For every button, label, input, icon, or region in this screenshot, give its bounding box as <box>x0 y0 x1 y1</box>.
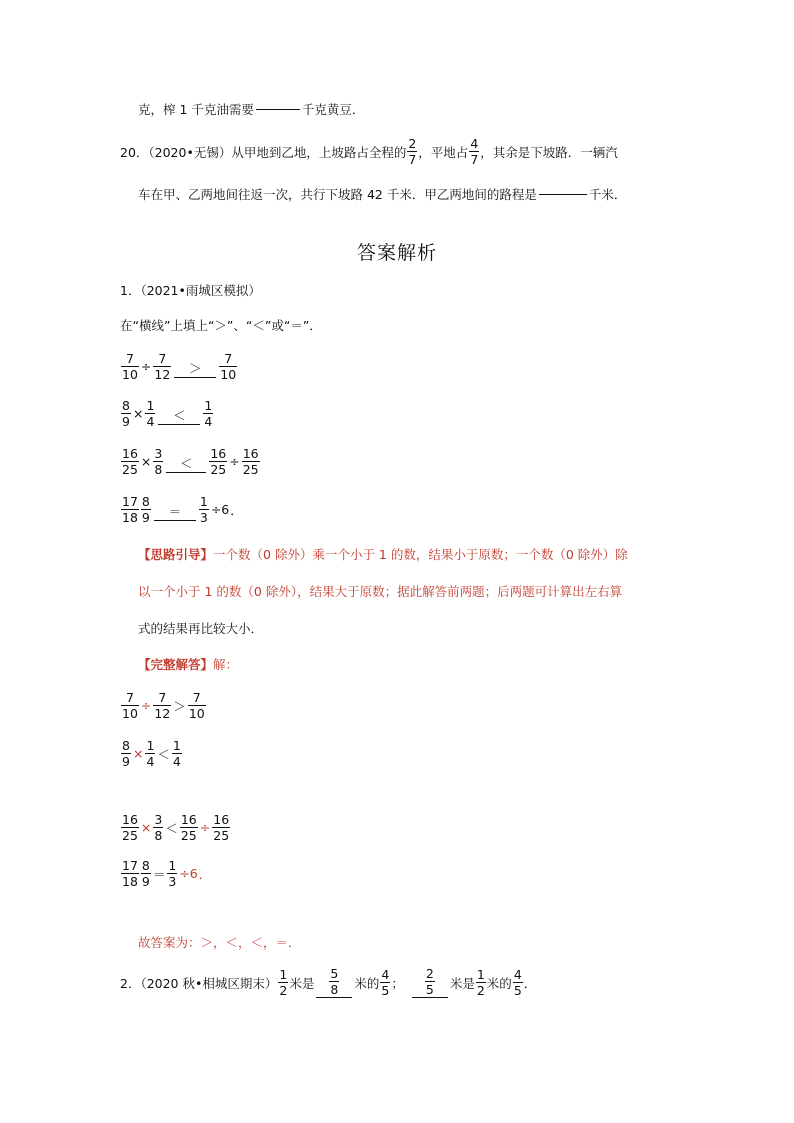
q2-text: 米是 <box>449 975 475 991</box>
solution-row-3 <box>120 812 231 843</box>
answer-symbol: ＜ <box>180 456 193 471</box>
q2-text: 米是 <box>289 975 315 991</box>
q19-answer-blank <box>256 108 300 110</box>
fraction: $\frac{7}{10}$ <box>122 690 138 721</box>
q2-head: 2．（2020 秋•相城区期末） <box>120 975 278 991</box>
q20-line1 <box>120 136 618 167</box>
fraction: 8 9 <box>141 494 150 525</box>
solution-row-2 <box>120 738 183 769</box>
fraction: $\frac{16}{25}$ <box>213 812 230 843</box>
fraction: $\frac{1}{4}$ <box>146 738 155 769</box>
q1-row-3 <box>120 446 261 477</box>
fraction: $\frac{1}{3}$ <box>199 494 208 525</box>
answer-blank <box>412 967 448 998</box>
q20-fraction-uphill: 2 7 <box>408 136 417 167</box>
answer-blank <box>158 402 200 425</box>
answer-symbol: ＜ <box>173 408 186 423</box>
q20-fraction-flat: 4 7 <box>470 136 479 167</box>
period: ． <box>230 502 243 518</box>
operator: ÷ <box>140 698 152 713</box>
q2-text: 米的 <box>354 975 380 991</box>
full-answer-line <box>138 655 238 673</box>
fraction: $\frac{16}{25}$ <box>180 812 197 843</box>
full-answer-text: 解： <box>213 657 239 672</box>
fraction: 4 5 <box>381 967 390 998</box>
q20-end-text: ，其余是下坡路．一辆汽 <box>480 144 618 160</box>
q20-stem: 20．（2020•无锡）从甲地到乙地，上坡路占全程的 <box>120 144 407 160</box>
fraction: $\frac{3}{8}$ <box>154 812 163 843</box>
fraction: 8 9 <box>141 858 150 889</box>
q1-row-4 <box>120 494 243 525</box>
q20-mid-text: ，平地占 <box>418 144 469 160</box>
fraction: 1 4 <box>172 738 181 769</box>
q19-tail-text-a: 克，榨 1 千克油需要 <box>138 102 254 117</box>
period: ． <box>198 866 212 882</box>
fraction: 7 10 <box>188 690 205 721</box>
answer-blank <box>154 498 196 521</box>
q1-row-1 <box>120 351 238 382</box>
answer-symbol: ＞ <box>189 361 202 376</box>
answer-blank <box>174 355 216 378</box>
fraction: 1 2 <box>279 967 288 998</box>
hint-text: 一个数（0 除外）乘一个小于 1 的数，结果小于原数；一个数（0 除外）除 <box>213 547 628 562</box>
comparison: ＜ <box>165 820 178 836</box>
q19-tail-line <box>138 100 364 118</box>
fraction: $\frac{7}{10}$ <box>122 351 138 382</box>
answer-fraction: 2 5 <box>425 966 434 997</box>
fraction: $\frac{7}{12}$ <box>154 690 171 721</box>
hint-line-1 <box>138 545 628 563</box>
operator: ÷ <box>140 359 152 374</box>
operator: ÷ <box>199 820 211 835</box>
full-answer-label: 【完整解答】 <box>138 657 214 672</box>
fraction: 1 2 <box>476 967 485 998</box>
fraction: 17 18 <box>122 494 138 525</box>
fraction: 7 10 <box>220 351 237 382</box>
answer-fraction: 5 8 <box>330 966 339 997</box>
fraction: $\frac{8}{9}$ <box>122 738 130 769</box>
q1-head: 1．（2021•雨城区模拟） <box>120 283 261 298</box>
answer-section-title: 答案解析 <box>356 242 437 264</box>
q19-tail-text-b: 千克黄豆． <box>301 102 365 117</box>
fraction: $\frac{8}{9}$ <box>122 398 130 429</box>
operator: ÷6 <box>179 866 198 881</box>
answer-blank <box>166 450 206 473</box>
answer-symbol: ＝ <box>168 504 182 519</box>
operator: × <box>140 454 152 469</box>
hint-line-2: 以一个小于 1 的数（0 除外），结果大于原数；据此解答前两题；后两题可计算出左右算 <box>138 584 623 599</box>
q2-text: ； <box>391 975 404 991</box>
comparison: ＞ <box>173 698 186 714</box>
operator: × <box>132 406 144 421</box>
hint-label: 【思路引导】 <box>138 547 214 562</box>
fraction: $\frac{16}{25}$ <box>122 446 138 477</box>
q20-line2-tail: 千米． <box>588 187 627 202</box>
q1-row-2 <box>120 398 214 429</box>
fraction: $\frac{1}{3}$ <box>168 858 177 889</box>
q2-line <box>120 967 536 998</box>
q20-line2-text: 车在甲、乙两地间往返一次，共行下坡路 42 千米．甲乙两地间的路程是 <box>138 187 537 202</box>
fraction: $\frac{7}{12}$ <box>154 351 171 382</box>
fraction: $\frac{16}{25}$ <box>242 446 259 477</box>
fraction: 17 18 <box>122 858 138 889</box>
operator: ÷ <box>229 454 240 469</box>
comparison: ＝ <box>152 866 166 882</box>
operator: ÷6 <box>210 502 230 517</box>
fraction: 1 4 <box>204 398 213 429</box>
q2-text: 米的 <box>486 975 512 991</box>
solution-row-4 <box>120 858 211 889</box>
solution-row-1 <box>120 690 207 721</box>
fraction: 4 5 <box>513 967 522 998</box>
operator: × <box>140 820 152 835</box>
comparison: ＜ <box>157 746 170 762</box>
hint-line-3: 式的结果再比较大小． <box>138 621 264 636</box>
q1-prompt: 在“横线”上填上“＞”、“＜”或“＝”． <box>120 318 322 333</box>
fraction: $\frac{16}{25}$ <box>122 812 138 843</box>
fraction: $\frac{16}{25}$ <box>210 446 227 477</box>
operator: × <box>132 746 144 761</box>
q20-answer-blank <box>539 193 587 195</box>
fraction: $\frac{3}{8}$ <box>154 446 163 477</box>
answer-blank <box>316 967 352 998</box>
q2-text: ． <box>523 975 537 991</box>
fraction: $\frac{1}{4}$ <box>146 398 155 429</box>
q20-line2 <box>138 185 626 203</box>
final-answer: 故答案为：＞，＜，＜，＝． <box>138 935 301 950</box>
